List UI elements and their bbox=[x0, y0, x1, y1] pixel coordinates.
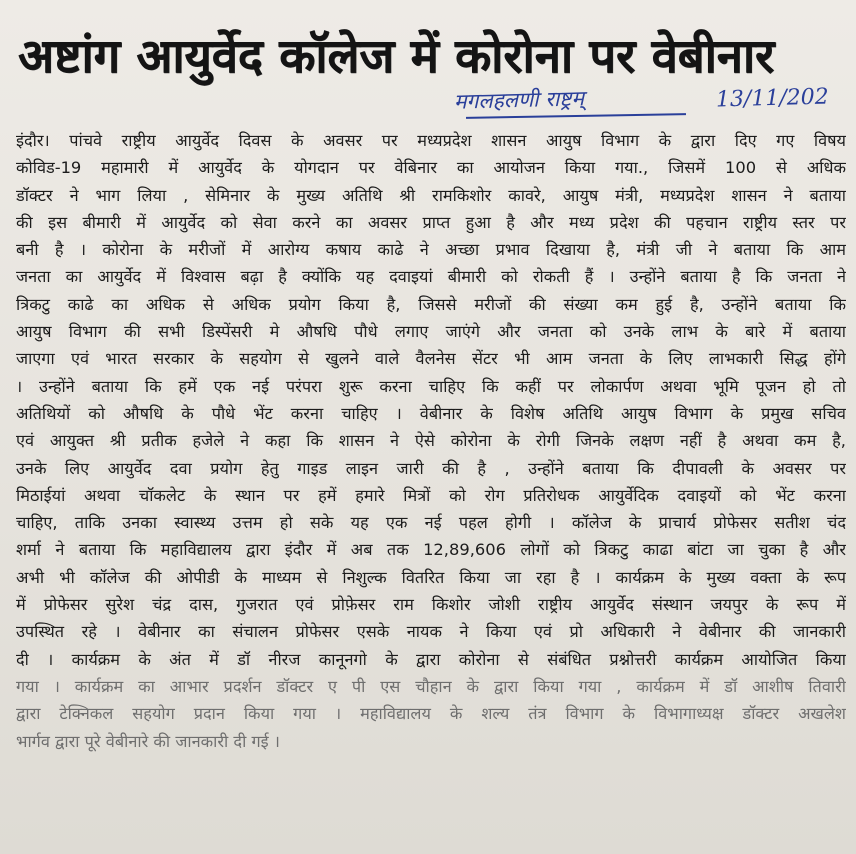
article-line: शर्मा ने बताया कि महाविद्यालय द्वारा इंदौर में अब तक 12,89,606 लोगों को त्रिकटु काढा बांटा जा चुका है और bbox=[16, 540, 846, 560]
article-body bbox=[16, 127, 846, 755]
article-line: उनके लिए आयुर्वेद दवा प्रयोग हेतु गाइड लाइन जारी की है , उन्होंने बताया कि दीपावली के अवसर पर bbox=[16, 458, 846, 478]
article-line: द्वारा टेक्निकल सहयोग प्रदान किया गया । महाविद्यालय के शल्य तंत्र विभाग के विभागाध्यक्ष डॉक्टर अखलेश bbox=[16, 704, 846, 724]
article-line: इंदौर। पांचवे राष्ट्रीय आयुर्वेद दिवस के अवसर पर मध्यप्रदेश शासन आयुष विभाग के द्वारा दिए गए विषय bbox=[16, 131, 846, 150]
article-line: त्रिकटु काढे का अधिक से अधिक प्रयोग किया है, जिससे मरीजों की संख्या कम हुई है, उन्होंने बताया कि bbox=[16, 294, 846, 314]
article-line: आयुष विभाग की सभी डिस्पेंसरी मे औषधि पौधे लगाए जाएंगे और जनता को उनके लाभ के बारे में बताया bbox=[16, 322, 846, 342]
handwritten-date: 13/11/202 bbox=[715, 84, 830, 113]
article-line: । उन्होंने बताया कि हमें एक नई परंपरा शुरू करना चाहिए कि कहीं पर लोकार्पण अथवा भूमि पूजन हो तो bbox=[16, 376, 846, 396]
article-line: मिठाईयां अथवा चॉकलेट के स्थान पर हमें हमारे मित्रों को रोग प्रतिरोधक आयुर्वेदिक दवाइयों को भेंट करना bbox=[16, 485, 846, 505]
article-line: एवं आयुक्त श्री प्रतीक हजेले ने कहा कि शासन ने ऐसे कोरोना के रोगी जिनके लक्षण नहीं है अथवा कम है, bbox=[16, 431, 846, 451]
article-line: अभी भी कॉलेज की ओपीडी के माध्यम से निशुल्क वितरित किया जा रहा है । कार्यक्रम के मुख्य वक्ता के रूप bbox=[16, 567, 846, 587]
article-line: डॉक्टर ने भाग लिया , सेमिनार के मुख्य अतिथि श्री रामकिशोर कावरे, आयुष मंत्री, मध्यप्रदेश शासन ने बताया bbox=[16, 185, 846, 205]
article-line: जाएगा एवं भारत सरकार के सहयोग से खुलने वाले वैलनेस सेंटर भी आम जनता के लिए लाभकारी सिद्ध होंगे bbox=[16, 349, 846, 369]
headline: अष्टांग आयुर्वेद कॉलेज में कोरोना पर वेबीनार bbox=[18, 29, 775, 84]
article-line: उपस्थित रहे । वेबीनार का संचालन प्रोफेसर एसके नायक ने किया एवं प्रो अधिकारी ने वेबीनार की जानकारी bbox=[16, 622, 846, 642]
article-line: भार्गव द्वारा पूरे वेबीनारे की जानकारी दी गई । bbox=[16, 731, 280, 751]
article-line: कोविड-19 महामारी में आयुर्वेद के योगदान पर वेबिनार का आयोजन किया गया., जिसमें 100 से अधिक bbox=[16, 158, 846, 178]
article-line: दी । कार्यक्रम के अंत में डॉ नीरज कानूनगो के द्वारा कोरोना से संबंधित प्रश्नोत्तरी कार्यक्रम आयोजित किया bbox=[16, 649, 846, 669]
article-line: अतिथियों को औषधि के पौधे भेंट करना चाहिए । वेबीनार के विशेष अतिथि आयुष विभाग के प्रमुख सचिव bbox=[16, 403, 846, 423]
article-line: बनी है । कोरोना के मरीजों में आरोग्य कषाय काढे ने अच्छा प्रभाव दिखाया है, मंत्री जी ने बताया कि आम bbox=[16, 240, 846, 260]
handwritten-source-note: मगलहलणी राष्ट्रम् bbox=[453, 86, 585, 114]
article-line: जनता का आयुर्वेद में विश्वास बढ़ा है क्योंकि यह दवाइयां बीमारी को रोकती हैं । उन्होंने बताया है कि जनता ने bbox=[16, 267, 846, 287]
article-line: की इस बीमारी में आयुर्वेद को सेवा करने का अवसर प्राप्त हुआ है और मध्य प्रदेश की पहचान राष्ट्रीय स्तर पर bbox=[16, 212, 846, 232]
article-line: गया । कार्यक्रम का आभार प्रदर्शन डॉक्टर ए पी एस चौहान के द्वारा किया गया , कार्यक्रम में डॉ आशीष तिवारी bbox=[16, 676, 846, 696]
article-line: चाहिए, ताकि उनका स्वास्थ्य उत्तम हो सके यह एक नई पहल होगी । कॉलेज के प्राचार्य प्रोफेसर सतीश चंद bbox=[16, 513, 846, 533]
article-line: में प्रोफेसर सुरेश चंद्र दास, गुजरात एवं प्रोफ़ेसर राम किशोर जोशी राष्ट्रीय आयुर्वेद संस्थान जयपुर के रूप में bbox=[16, 595, 846, 615]
